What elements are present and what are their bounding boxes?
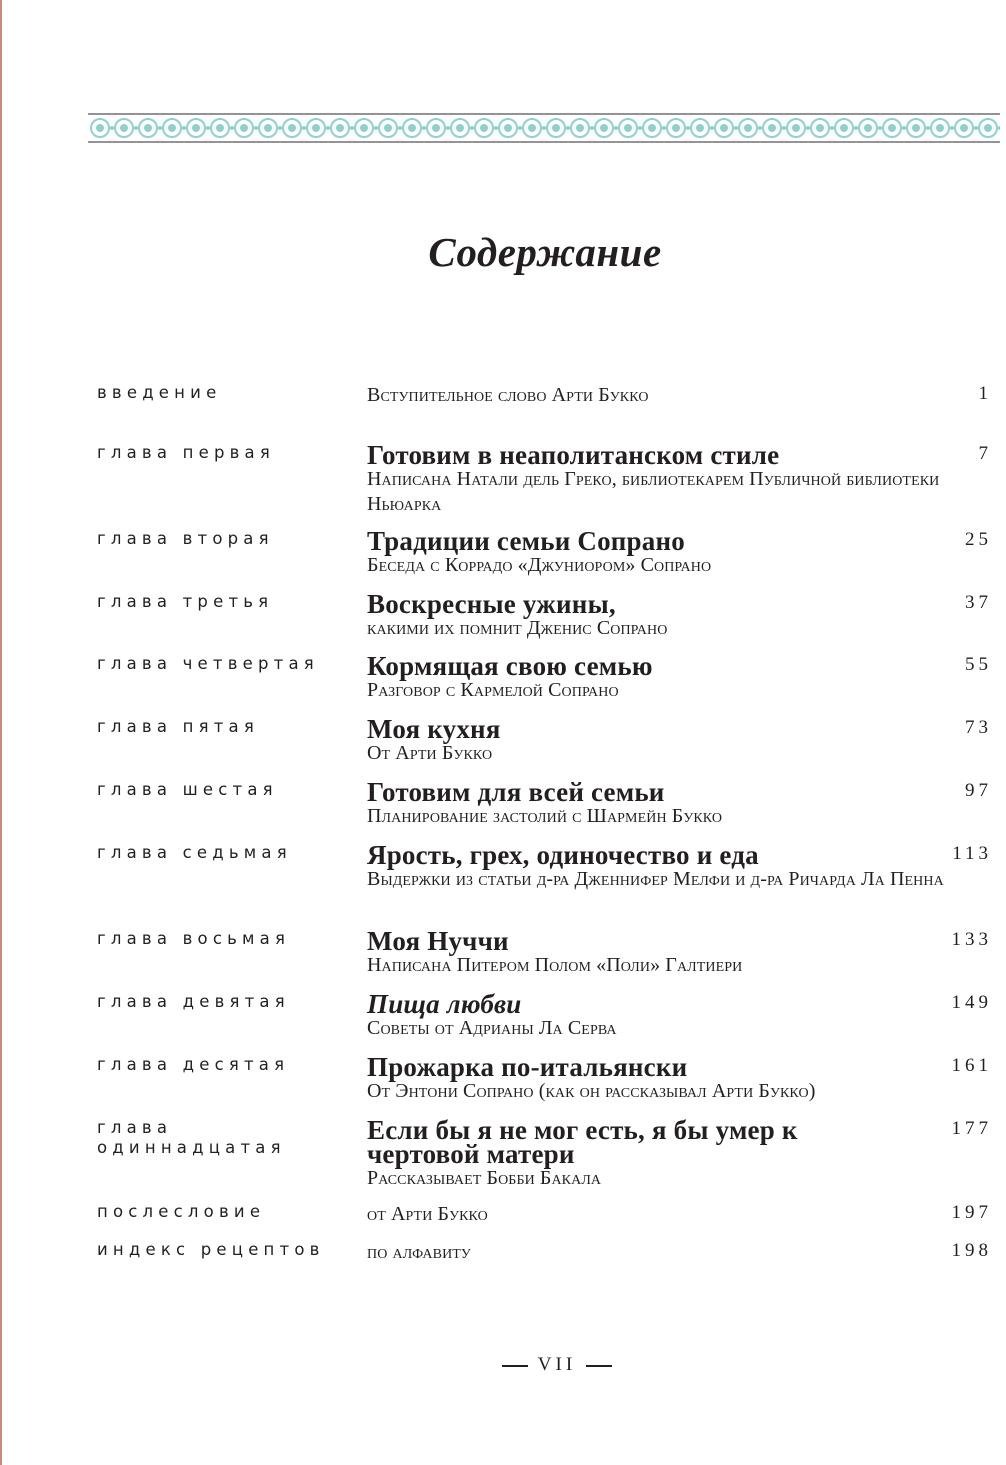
ornament-rosette-center — [240, 124, 248, 132]
ornament-dot — [326, 126, 330, 130]
toc-heading: Пища любви — [367, 989, 522, 1019]
ornament-dot — [518, 126, 522, 130]
ornament-dot — [302, 126, 306, 130]
toc-content — [367, 1052, 947, 1104]
ornament-rosette-center — [168, 124, 176, 132]
page-footer — [0, 1354, 1006, 1376]
toc-content — [367, 383, 947, 408]
ornament-rosette-center — [216, 124, 224, 132]
toc-subtitle: Вступительное слово Арти Букко — [367, 384, 649, 406]
ornament-rosette-center — [408, 124, 416, 132]
toc-subtitle: по алфавиту — [367, 1241, 471, 1263]
toc-page-number: 55 — [965, 654, 992, 675]
footer-dash-left — [502, 1365, 528, 1367]
ornament-rosette-center — [384, 124, 392, 132]
ornament-rosette-center — [600, 124, 608, 132]
ornament-rosette-center — [360, 124, 368, 132]
toc-subtitle: Написана Питером Полом «Поли» Галтиери — [367, 954, 743, 976]
toc-label: введение — [97, 383, 222, 402]
ornament-dot — [998, 126, 1000, 130]
toc-subtitle: Выдержки из статьи д-ра Дженнифер Мелфи и д-ра Ричарда Ла Пенна — [367, 868, 944, 890]
toc-subtitle: Беседа с Коррадо «Джуниором» Сопрано — [367, 554, 712, 576]
ornament-dot — [806, 126, 810, 130]
ornament-dot — [158, 126, 162, 130]
ornament-dot — [782, 126, 786, 130]
ornament-dot — [686, 126, 690, 130]
ornament-rosette-center — [840, 124, 848, 132]
toc-content — [367, 989, 947, 1041]
ornament-dot — [206, 126, 210, 130]
ornament-rosette-center — [672, 124, 680, 132]
toc-subtitle: Советы от Адрианы Ла Серва — [367, 1017, 617, 1039]
ornament-dot — [830, 126, 834, 130]
ornament-rosette-center — [432, 124, 440, 132]
page-edge — [0, 0, 2, 1465]
ornament-rosette-center — [960, 124, 968, 132]
ornament-dot — [950, 126, 954, 130]
ornament-rosette-center — [552, 124, 560, 132]
ornament-dot — [398, 126, 402, 130]
ornament-dot — [494, 126, 498, 130]
ornament-rosette-center — [720, 124, 728, 132]
toc-heading: Прожарка по-итальянски — [367, 1052, 688, 1082]
toc-page-number: 113 — [952, 843, 992, 864]
ornament-dot — [566, 126, 570, 130]
toc-content — [367, 440, 947, 517]
ornament-rosette-center — [192, 124, 200, 132]
ornament-dot — [878, 126, 882, 130]
footer-page-number: VII — [537, 1354, 577, 1375]
toc-subtitle: какими их помнит Дженис Сопрано — [367, 617, 668, 639]
ornament-rosette-center — [984, 124, 992, 132]
ornament-rosette-center — [864, 124, 872, 132]
toc-label: послесловие — [97, 1202, 266, 1221]
toc-page-number: 37 — [965, 592, 992, 613]
toc-subtitle: от Арти Букко — [367, 1203, 488, 1225]
toc-heading: Если бы я не мог есть, я бы умер к чертовой матери — [367, 1115, 798, 1169]
ornament-rosette-center — [696, 124, 704, 132]
toc-page-number: 177 — [951, 1118, 992, 1139]
toc-page-number: 25 — [965, 529, 992, 550]
toc-heading: Ярость, грех, одиночество и еда — [367, 840, 759, 870]
toc-heading: Кормящая свою семью — [367, 651, 653, 681]
toc-page-number: 133 — [951, 929, 992, 950]
toc-label: глава седьмая — [97, 843, 292, 862]
ornament-dot — [254, 126, 258, 130]
ornament-rosette-center — [576, 124, 584, 132]
toc-content — [367, 777, 947, 829]
toc-page-number: 7 — [978, 443, 992, 464]
toc-content — [367, 1240, 947, 1265]
ornament-dot — [542, 126, 546, 130]
toc-page-number: 161 — [951, 1055, 992, 1076]
ornament-dot — [422, 126, 426, 130]
ornament-dot — [758, 126, 762, 130]
ornament-dot — [662, 126, 666, 130]
toc-label: глава шестая — [97, 780, 278, 799]
toc-heading: Готовим для всей семьи — [367, 777, 665, 807]
toc-content — [367, 840, 947, 892]
toc-heading: Моя Нуччи — [367, 926, 509, 956]
ornament-dot — [110, 126, 114, 130]
ornament-rosette-center — [816, 124, 824, 132]
ornament-rosette-center — [264, 124, 272, 132]
toc-content — [367, 1202, 947, 1227]
toc-content — [367, 589, 947, 641]
ornament-rosette-center — [528, 124, 536, 132]
ornament-dot — [182, 126, 186, 130]
toc-heading: Готовим в неаполитанском стиле — [367, 440, 780, 470]
toc-content — [367, 526, 947, 578]
ornament-rosette-center — [336, 124, 344, 132]
ornament-rosette-center — [312, 124, 320, 132]
ornament-dot — [614, 126, 618, 130]
toc-label: глава пятая — [97, 717, 259, 736]
ornament-dot — [278, 126, 282, 130]
toc-heading: Моя кухня — [367, 714, 501, 744]
ornament-rosette-center — [480, 124, 488, 132]
toc-page-number: 198 — [951, 1240, 992, 1261]
toc-label: глава восьмая — [97, 929, 291, 948]
ornament-dot — [590, 126, 594, 130]
ornament-rosette-center — [96, 124, 104, 132]
ornament-rosette-center — [744, 124, 752, 132]
toc-page-number: 149 — [951, 992, 992, 1013]
ornament-dot — [734, 126, 738, 130]
ornament-dot — [350, 126, 354, 130]
ornament-rosette-center — [624, 124, 632, 132]
ornament-rosette-center — [936, 124, 944, 132]
ornament-dot — [374, 126, 378, 130]
ornament-rosette-center — [144, 124, 152, 132]
toc-page-number: 1 — [978, 383, 992, 404]
toc-subtitle: Разговор с Кармелой Сопрано — [367, 679, 619, 701]
toc-content — [367, 926, 947, 978]
ornament-rosette-center — [288, 124, 296, 132]
ornament-dot — [902, 126, 906, 130]
ornament-dot — [470, 126, 474, 130]
toc-label: глава десятая — [97, 1055, 290, 1074]
ornament-rosette-center — [912, 124, 920, 132]
ornament-dot — [974, 126, 978, 130]
ornament-dot — [230, 126, 234, 130]
toc-page-number: 97 — [965, 780, 992, 801]
ornament-rosette-center — [120, 124, 128, 132]
ornament-dot — [926, 126, 930, 130]
toc-label: глава первая — [97, 443, 275, 462]
ornament-rosette-center — [504, 124, 512, 132]
toc-subtitle: От Энтони Сопрано (как он рассказывал Арти Букко) — [367, 1080, 816, 1102]
toc-page-number: 197 — [951, 1202, 992, 1223]
toc-subtitle: Планирование застолий с Шармейн Букко — [367, 805, 723, 827]
toc-heading: Традиции семьи Сопрано — [367, 526, 685, 556]
ornament-rosette-center — [648, 124, 656, 132]
footer-dash-right — [586, 1365, 612, 1367]
ornament-rosette-center — [456, 124, 464, 132]
ornament-rosette-center — [792, 124, 800, 132]
ornament-dot — [446, 126, 450, 130]
ornament-border — [88, 113, 1000, 143]
ornament-dot — [710, 126, 714, 130]
toc-page-number: 73 — [965, 717, 992, 738]
ornament-rosette-center — [888, 124, 896, 132]
toc-subtitle: Рассказывает Бобби Бакала — [367, 1167, 602, 1189]
ornament-dot — [854, 126, 858, 130]
toc-subtitle: От Арти Букко — [367, 742, 493, 764]
ornament-dot — [638, 126, 642, 130]
toc-label: глава одиннадцатая — [97, 1118, 286, 1157]
ornament-rosette-center — [768, 124, 776, 132]
toc-content — [367, 651, 947, 703]
toc-label: глава девятая — [97, 992, 290, 1011]
toc-heading: Воскресные ужины, — [367, 589, 616, 619]
toc-label: глава третья — [97, 592, 274, 611]
page-title: Содержание — [428, 229, 662, 275]
toc-label: глава вторая — [97, 529, 274, 548]
toc-content — [367, 1115, 947, 1191]
ornament-dot — [134, 126, 138, 130]
toc-content — [367, 714, 947, 766]
ornament-svg — [88, 113, 1000, 143]
toc-label: индекс рецептов — [97, 1240, 325, 1259]
toc-label: глава четвертая — [97, 654, 319, 673]
toc-subtitle: Написана Натали дель Греко, библиотекарем Публичной библиотеки Ньюарка — [367, 468, 940, 515]
